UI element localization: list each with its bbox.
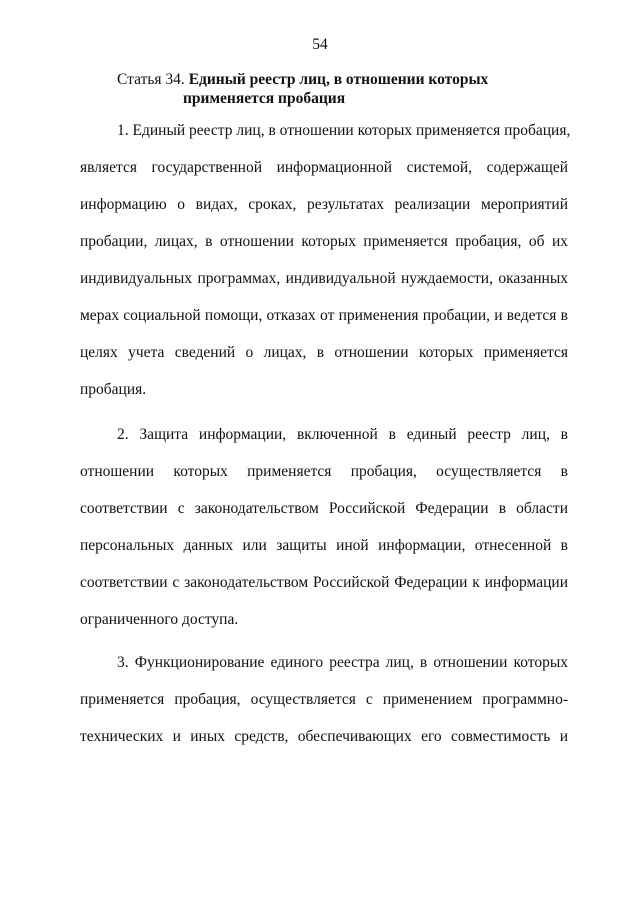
paragraph-line: 2. Защита информации, включенной в единый реестр лиц, в <box>117 426 568 443</box>
paragraph-line: индивидуальных программах, индивидуальной нуждаемости, оказанных <box>80 270 568 287</box>
paragraph-line: 1. Единый реестр лиц, в отношении которых применяется пробация, <box>117 122 571 139</box>
article-label: Статья 34. <box>117 71 185 88</box>
article-title-line-2: применяется пробация <box>183 90 346 107</box>
paragraph-1 <box>80 122 571 399</box>
paragraph-line: пробации, лицах, в отношении которых применяется пробация, об их <box>80 233 568 250</box>
paragraph-line: 3. Функционирование единого реестра лиц, в отношении которых <box>117 654 568 671</box>
paragraph-line: соответствии с законодательством Российской Федерации к информации <box>80 574 568 591</box>
paragraph-line: целях учета сведений о лицах, в отношении которых применяется <box>80 344 568 361</box>
paragraph-line: применяется пробация, осуществляется с применением программно- <box>80 691 568 708</box>
paragraph-line: технических и иных средств, обеспечивающих его совместимость и <box>80 728 568 745</box>
paragraph-line: мерах социальной помощи, отказах от применения пробации, и ведется в <box>80 307 568 324</box>
paragraph-3 <box>80 654 568 746</box>
paragraph-line: соответствии с законодательством Российской Федерации в области <box>80 500 568 517</box>
paragraph-line: персональных данных или защиты иной информации, отнесенной в <box>80 537 568 554</box>
article-title-line-1: Единый реестр лиц, в отношении которых <box>188 71 489 88</box>
paragraph-line: ограниченного доступа. <box>80 611 239 628</box>
paragraph-line: является государственной информационной системой, содержащей <box>80 159 568 176</box>
paragraph-2 <box>80 426 568 629</box>
paragraph-line: отношении которых применяется пробация, осуществляется в <box>80 463 568 480</box>
article-heading <box>117 70 577 108</box>
paragraph-line: пробация. <box>80 381 147 398</box>
paragraph-line: информацию о видах, сроках, результатах реализации мероприятий <box>80 196 568 213</box>
page-number: 54 <box>312 36 328 53</box>
